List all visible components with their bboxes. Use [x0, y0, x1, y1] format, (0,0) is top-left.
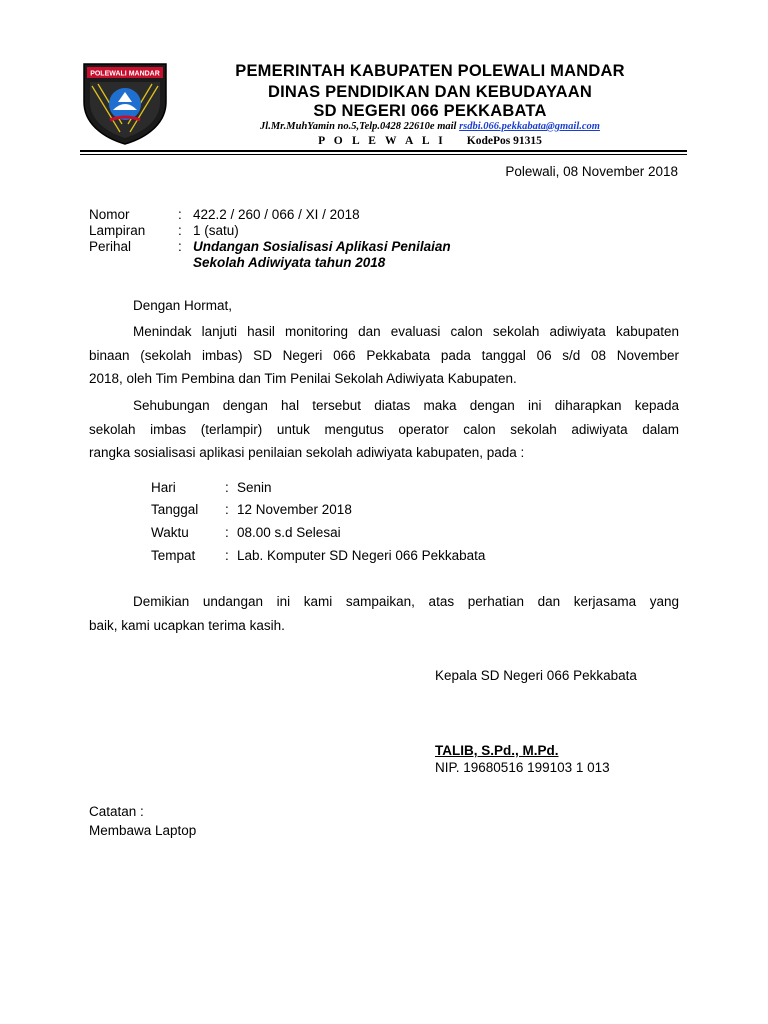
postal-code: KodePos 91315 — [466, 135, 542, 147]
logo-text: POLEWALI MANDAR — [90, 70, 160, 78]
detail-tanggal-label: Tanggal — [151, 502, 199, 517]
letterhead-city — [180, 135, 680, 147]
paragraph-2 — [89, 394, 679, 465]
detail-waktu-label: Waktu — [151, 525, 189, 540]
paragraph-closing-line-2: baik, kami ucapkan terima kasih. — [89, 617, 285, 633]
lampiran-colon: : — [178, 223, 182, 238]
nomor-value: 422.2 / 260 / 066 / XI / 2018 — [193, 207, 360, 222]
email-link[interactable]: rsdbi.066.pekkabata@gmail.com — [459, 121, 600, 132]
paragraph-1-line-3: 2018, oleh Tim Pembina dan Tim Penilai Sekolah Adiwiyata Kabupaten. — [89, 371, 517, 386]
greeting: Dengan Hormat, — [133, 298, 233, 313]
note-label: Catatan : — [89, 804, 144, 819]
detail-tanggal-value: 12 November 2018 — [237, 502, 352, 517]
city-name: P O L E W A L I — [318, 135, 446, 147]
signature-nip: NIP. 19680516 199103 1 013 — [435, 760, 610, 775]
lampiran-value: 1 (satu) — [193, 223, 239, 238]
address-text: Jl.Mr.MuhYamin no.5,Telp.0428 22610e mail — [260, 121, 457, 132]
detail-tempat-value: Lab. Komputer SD Negeri 066 Pekkabata — [237, 548, 486, 563]
paragraph-1-line-1: Menindak lanjuti hasil monitoring dan evaluasi calon sekolah adiwiyata kabupaten — [133, 324, 679, 339]
detail-waktu-value: 08.00 s.d Selesai — [237, 525, 341, 540]
detail-hari-value: Senin — [237, 480, 272, 495]
paragraph-2-line-1: Sehubungan dengan hal tersebut diatas maka dengan ini diharapkan kepada — [133, 398, 679, 413]
perihal-value-line1: Undangan Sosialisasi Aplikasi Penilaian — [193, 239, 451, 254]
paragraph-2-line-3: rangka sosialisasi aplikasi penilaian sekolah adiwiyata kabupaten, pada : — [89, 445, 525, 460]
paragraph-1-line-2: binaan (sekolah imbas) SD Negeri 066 Pekkabata pada tanggal 06 s/d 08 November — [89, 347, 679, 363]
paragraph-closing-line-1: Demikian undangan ini kami sampaikan, atas perhatian dan kerjasama yang — [133, 594, 679, 609]
detail-tanggal-colon: : — [225, 502, 229, 517]
perihal-value-line2: Sekolah Adiwiyata tahun 2018 — [193, 255, 386, 270]
perihal-colon: : — [178, 239, 182, 254]
nomor-label: Nomor — [89, 207, 130, 222]
letter-date: Polewali, 08 November 2018 — [505, 164, 678, 179]
letterhead-address — [180, 121, 680, 132]
detail-waktu-colon: : — [225, 525, 229, 540]
detail-tempat-label: Tempat — [151, 548, 196, 563]
signature-title: Kepala SD Negeri 066 Pekkabata — [435, 668, 637, 683]
letterhead-rule-thick — [80, 150, 687, 152]
school-logo — [80, 62, 170, 146]
letterhead-school-name: SD NEGERI 066 PEKKABATA — [313, 102, 547, 120]
detail-hari-label: Hari — [151, 480, 176, 495]
paragraph-closing — [89, 590, 679, 637]
nomor-colon: : — [178, 207, 182, 222]
note-text: Membawa Laptop — [89, 823, 197, 838]
paragraph-2-line-2: sekolah imbas (terlampir) untuk mengutus operator calon sekolah adiwiyata dalam — [89, 421, 679, 437]
letterhead-rule-thin — [80, 154, 687, 155]
perihal-label: Perihal — [89, 239, 132, 254]
letterhead-government: PEMERINTAH KABUPATEN POLEWALI MANDAR — [235, 62, 625, 80]
paragraph-1 — [89, 320, 679, 391]
detail-tempat-colon: : — [225, 548, 229, 563]
detail-hari-colon: : — [225, 480, 229, 495]
letterhead-department: DINAS PENDIDIKAN DAN KEBUDAYAAN — [267, 83, 593, 101]
signature-name: TALIB, S.Pd., M.Pd. — [435, 743, 559, 758]
lampiran-label: Lampiran — [89, 223, 146, 238]
